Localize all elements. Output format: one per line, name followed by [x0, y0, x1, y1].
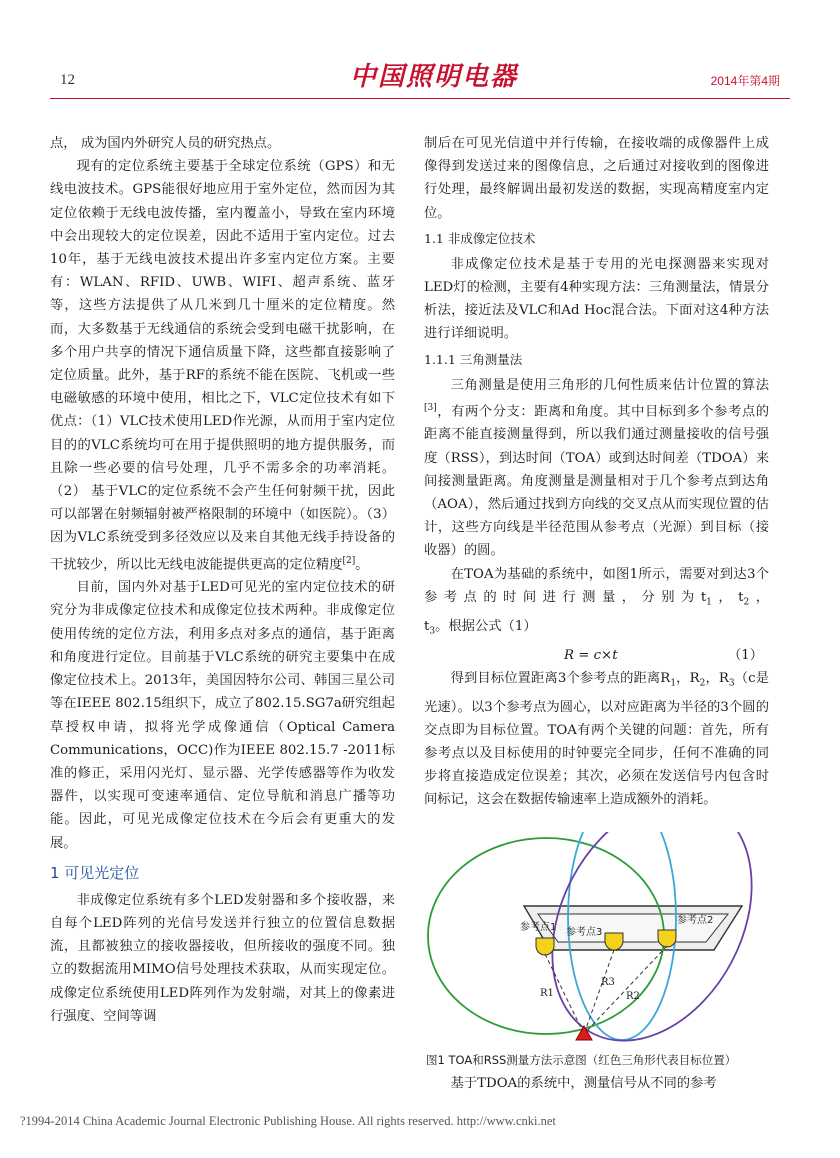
toa-diagram [424, 832, 769, 1052]
copyright-footer: ?1994-2014 China Academic Journal Electronic Publishing House. All rights reserved. http://www.cnki.net [20, 1114, 556, 1128]
paragraph: 现有的定位系统主要基于全球定位系统（GPS）和无线电波技术。GPS能很好地应用于室外定位，然而因为其定位依赖于无线电波传播，室内覆盖小，导致在室内环境中会出现较大的定位误差，因此不适用于室内定位。过去10年，基于无线电波技术提出许多室内定位方案。主要有：WLAN、RFID、UWB、WIFI、超声系统、蓝牙等，这些方法提供了从几米到几十厘米的定位精度。然而，大多数基于无线通信的系统会受到电磁干扰影响，在多个用户共享的情况下通信质量下降，这些都直接影响了定位质量。此外，基于RF的系统不能在医院、飞机或一些电磁敏感的环境中使用，相比之下，VLC定位技术有如下优点：（1）VLC技术使用LED作光源，从而用于室内定位目的的VLC系统均可在用于提供照明的地方提供服务，而且除一些必要的信号处理，几乎不需多余的功率消耗。（2） 基于VLC的定位系统不会产生任何射频干扰，因此可以部署在射频辐射被严格限制的环境中（如医院）。（3）因为VLC系统受到多径效应以及来自其他无线手持设备的干扰较少，所以比无线电波能提供更高的定位精度[2]。 [50, 159, 395, 573]
figure-1 [424, 832, 769, 1052]
paragraph: 得到目标位置距离3个参考点的距离$R_1$，$R_2$，$R_3(c$是光速）。以3个参考点为圆心，以对应距离为半径的3个圆的交点即为目标位置。TOA有两个关键的问题：首先，所有参考点以及目标使用的时钟要完全同步，任何不准确的同步将直接造成定位误差；其次，必须在发送信号内包含时间标记，这会在数据传输速率上造成额外的消耗。 [424, 670, 770, 808]
paragraph: 三角测量是使用三角形的几何性质来估计位置的算法[3]，有两个分支：距离和角度。其中目标到多个参考点的距离不能直接测量得到，所以我们通过测量接收的信号强度（RSS），到达时间（TOA）或到达时间差（TDOA）来间接测量距离。角度测量是测量相对于几个参考点到达角（AOA），然后通过找到方向线的交叉点从而实现位置的估计，这些方向线是半径范围从参考点（光源）到目标（接收器）的圆。 [424, 377, 769, 559]
paragraph: 目前，国内外对基于LED可见光的室内定位技术的研究分为非成像定位技术和成像定位技术两种。非成像定位使用传统的定位方法，利用多点对多点的通信，基于距离和角度进行定位。目前基于VLC系统的研究主要集中在成像定位技术上。2013年，美国因特尔公司、韩国三星公司等在IEEE 802.15组织下，成立了802.15.SG7a研究组起草授权申请，拟将光学成像通信（Optical Camera Communications，OCC)作为IEEE 802.15.7 -2011标准的修正，采用闪光灯、显示器、光学传感器等作为收发器件，以实现可变速率通信、定位导航和消息广播等功能。因此，可见光成像定位技术在今后会有更重大的发展。 [50, 580, 395, 851]
citation: [3] [424, 402, 437, 413]
journal-logo: 中国照明电器 [350, 62, 519, 92]
paragraph: 制后在可见光信道中并行传输，在接收端的成像器件上成像得到发送过来的图像信息，之后通过对接收到的图像进行处理，最终解调出最初发送的数据，实现高精度室内定位。 [424, 136, 769, 221]
equation-number: （1） [727, 647, 763, 663]
equation-body: R = c×t [564, 647, 618, 663]
header-rule [50, 98, 790, 99]
distance-line-r2 [584, 946, 667, 1034]
reference-label: 参考点1 [520, 922, 557, 933]
section-heading: 1 可见光定位 [50, 863, 140, 882]
figure-caption: 图1 TOA和RSS测量方法示意图（红色三角形代表目标位置） [426, 1053, 737, 1067]
paragraph: 基于TDOA的系统中，测量信号从不同的参考 [450, 1076, 717, 1091]
citation: [2] [342, 555, 356, 566]
left-column [50, 132, 395, 1028]
distance-line-r3 [584, 950, 614, 1034]
paragraph: 在TOA为基础的系统中，如图1所示，需要对到达3个参考点的时间进行测量，分别为$t_1$，$t_2$，$t_3$。根据公式（1） [424, 566, 770, 637]
reference-label: 参考点2 [677, 915, 714, 926]
distance-label: R1 [540, 988, 554, 999]
equation [424, 644, 769, 667]
lamp-icon [605, 933, 623, 950]
lamp-icon [658, 930, 676, 947]
paragraph: 非成像定位技术是基于专用的光电探测器来实现对LED灯的检测，主要有4种实现方法：三角测量法，情景分析法，接近法及VLC和Ad Hoc混合法。下面对这4种方法进行详细说明。 [424, 256, 769, 342]
distance-label: R2 [626, 991, 640, 1002]
paragraph: 非成像定位系统有多个LED发射器和多个接收器，来自每个LED阵列的光信号发送并行独立的位置信息数据流，且都被独立的接收器接收，但所接收的强度不同。独立的数据流用MIMO信号处理技术获取，从而实现定位。成像定位系统使用LED阵列作为发射端，对其上的像素进行强度、空间等调 [50, 892, 395, 1024]
lamp-icon [536, 938, 554, 955]
paragraph: 点， 成为国内外研究人员的研究热点。 [50, 136, 281, 151]
distance-label: R3 [601, 977, 615, 988]
subsection-heading: 1.1 非成像定位技术 [424, 230, 536, 246]
page-number: 12 [60, 72, 75, 88]
right-column [424, 132, 769, 812]
issue-label: 2014年第4期 [710, 74, 780, 88]
subsubsection-heading: 1.1.1 三角测量法 [424, 351, 523, 367]
reference-label: 参考点3 [566, 927, 603, 938]
